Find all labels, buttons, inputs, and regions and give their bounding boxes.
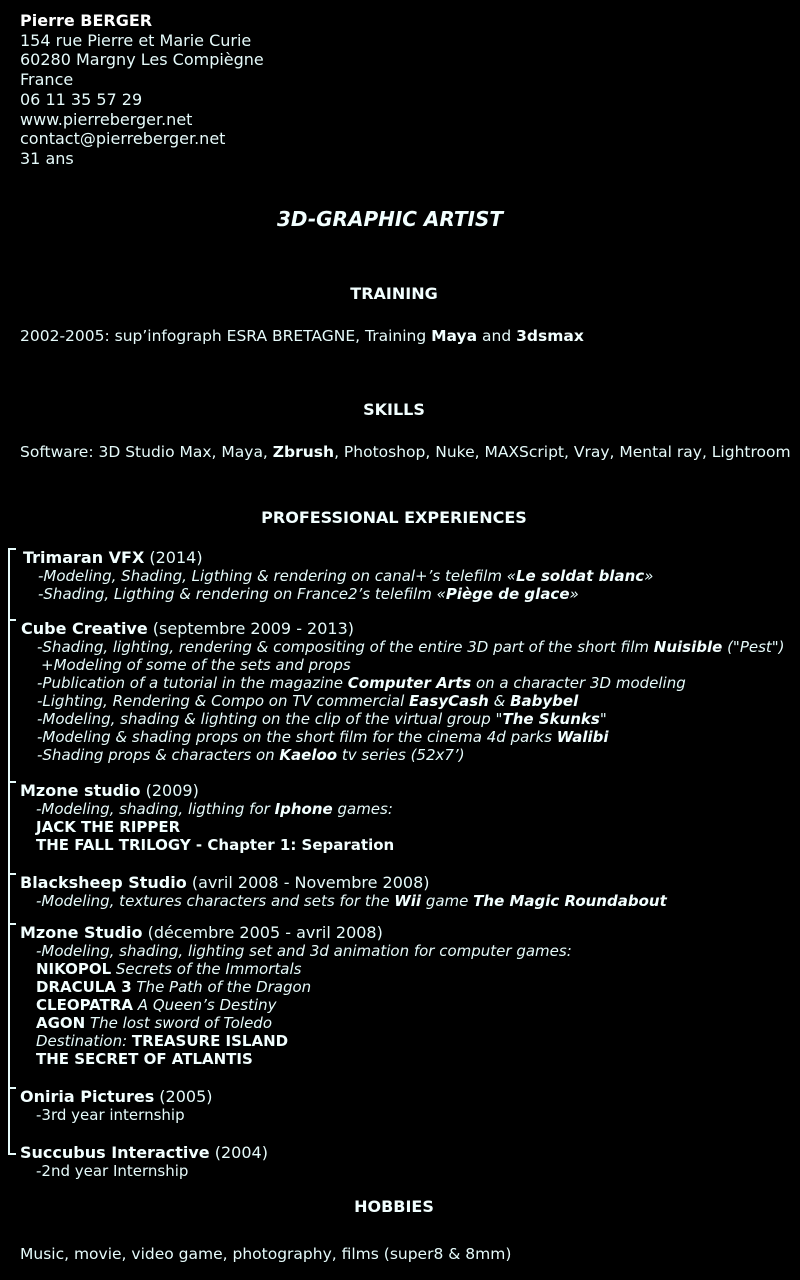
company-name: Mzone studio [20,781,141,800]
phone-number: 06 11 35 57 29 [20,89,143,109]
company-name: Trimaran VFX [23,548,145,567]
training-heading: TRAINING [350,284,438,303]
hobbies-heading: HOBBIES [354,1197,434,1216]
email-link[interactable]: contact@pierreberger.net [20,129,226,149]
hobbies-text: Music, movie, video game, photography, films (super8 & 8mm) [20,1245,512,1263]
person-name: Pierre BERGER [20,11,153,30]
company-name: Mzone Studio [20,923,143,942]
training-text: 2002-2005: sup’infograph ESRA BRETAGNE, Training Maya and 3dsmax [20,327,584,345]
address-line-2: 60280 Margny Les Compiègne [20,50,264,70]
company-name: Cube Creative [21,619,148,638]
age: 31 ans [20,148,74,168]
address-line-1: 154 rue Pierre et Marie Curie [20,30,252,50]
company-name: Succubus Interactive [20,1143,210,1162]
contact-block [20,11,264,169]
timeline-line [8,557,10,1153]
country: France [20,70,74,90]
skills-heading: SKILLS [363,400,425,419]
experiences-heading: PROFESSIONAL EXPERIENCES [261,508,527,527]
company-name: Blacksheep Studio [20,873,187,892]
company-name: Oniria Pictures [20,1087,155,1106]
website-link[interactable]: www.pierreberger.net [20,109,193,129]
skills-text: Software: 3D Studio Max, Maya, Zbrush, Photoshop, Nuke, MAXScript, Vray, Mental ray, Lightroom [20,443,791,461]
job-title: 3D-GRAPHIC ARTIST [276,207,504,231]
